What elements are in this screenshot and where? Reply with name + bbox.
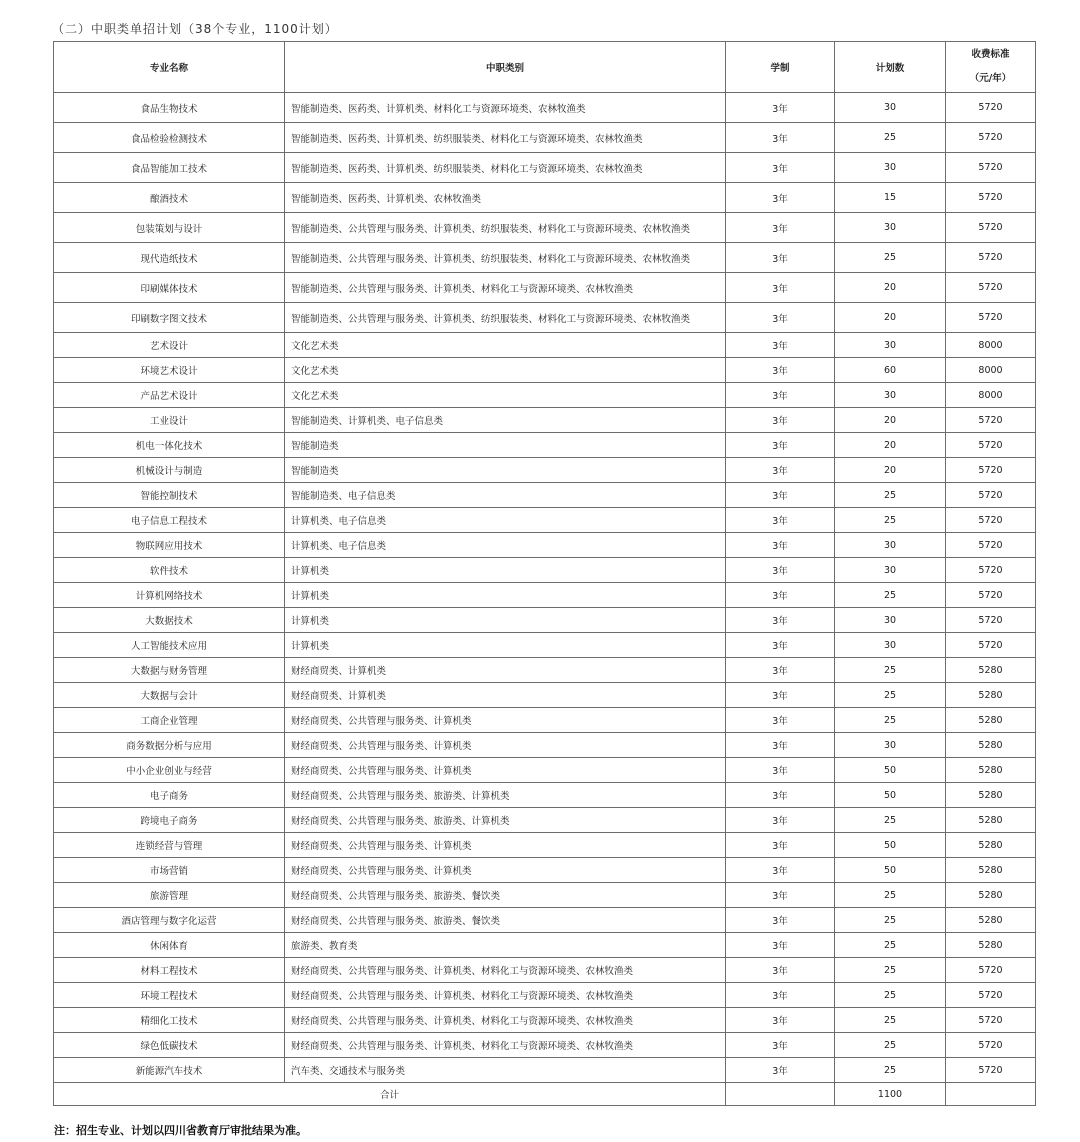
table-row [54,93,1036,123]
duration-cell: 3年 [726,508,835,533]
quota-cell: 30 [835,153,946,183]
quota-cell: 25 [835,958,946,983]
major-name-cell: 环境工程技术 [54,983,285,1008]
category-cell: 智能制造类、医药类、计算机类、材料化工与资源环境类、农林牧渔类 [285,93,726,123]
duration-cell: 3年 [726,408,835,433]
major-name-cell: 大数据与财务管理 [54,658,285,683]
category-cell: 财经商贸类、公共管理与服务类、计算机类 [285,708,726,733]
fee-cell: 8000 [946,333,1036,358]
fee-cell: 8000 [946,383,1036,408]
table-row [54,243,1036,273]
category-cell: 计算机类 [285,583,726,608]
major-name-cell: 现代造纸技术 [54,243,285,273]
fee-cell: 5720 [946,1058,1036,1083]
fee-cell: 5720 [946,433,1036,458]
quota-cell: 25 [835,123,946,153]
major-name-cell: 工商企业管理 [54,708,285,733]
major-name-cell: 绿色低碳技术 [54,1033,285,1058]
duration-cell: 3年 [726,333,835,358]
major-name-cell: 新能源汽车技术 [54,1058,285,1083]
table-row [54,303,1036,333]
quota-cell: 30 [835,633,946,658]
fee-cell: 5720 [946,243,1036,273]
quota-cell: 25 [835,1008,946,1033]
table-row [54,123,1036,153]
category-cell: 汽车类、交通技术与服务类 [285,1058,726,1083]
fee-cell: 5720 [946,1033,1036,1058]
category-cell: 智能制造类、医药类、计算机类、农林牧渔类 [285,183,726,213]
table-row [54,358,1036,383]
major-name-cell: 酿酒技术 [54,183,285,213]
fee-cell: 5720 [946,583,1036,608]
category-cell: 财经商贸类、公共管理与服务类、计算机类、材料化工与资源环境类、农林牧渔类 [285,1033,726,1058]
major-name-cell: 商务数据分析与应用 [54,733,285,758]
quota-cell: 25 [835,983,946,1008]
fee-cell: 5280 [946,908,1036,933]
category-cell: 智能制造类、公共管理与服务类、计算机类、纺织服装类、材料化工与资源环境类、农林牧渔类 [285,243,726,273]
category-cell: 文化艺术类 [285,383,726,408]
table-row [54,153,1036,183]
fee-cell: 5720 [946,408,1036,433]
table-row [54,213,1036,243]
header-fee [946,42,1036,93]
total-row [54,1083,1036,1106]
table-row [54,583,1036,608]
quota-cell: 20 [835,273,946,303]
fee-cell: 5280 [946,808,1036,833]
duration-cell: 3年 [726,833,835,858]
duration-cell: 3年 [726,93,835,123]
duration-cell: 3年 [726,658,835,683]
category-cell: 财经商贸类、公共管理与服务类、计算机类 [285,858,726,883]
table-header-row [54,42,1036,93]
quota-cell: 25 [835,1033,946,1058]
category-cell: 计算机类 [285,633,726,658]
duration-cell: 3年 [726,808,835,833]
quota-cell: 30 [835,558,946,583]
table-row [54,733,1036,758]
major-name-cell: 食品智能加工技术 [54,153,285,183]
table-row [54,1058,1036,1083]
major-name-cell: 食品生物技术 [54,93,285,123]
quota-cell: 20 [835,458,946,483]
quota-cell: 25 [835,683,946,708]
quota-cell: 30 [835,733,946,758]
category-cell: 财经商贸类、公共管理与服务类、计算机类、材料化工与资源环境类、农林牧渔类 [285,958,726,983]
major-name-cell: 休闲体育 [54,933,285,958]
fee-cell: 5720 [946,533,1036,558]
table-row [54,483,1036,508]
fee-cell: 5280 [946,858,1036,883]
header-fee-line1: 收费标准 [971,49,1010,60]
major-name-cell: 食品检验检测技术 [54,123,285,153]
major-name-cell: 中小企业创业与经营 [54,758,285,783]
fee-cell: 5280 [946,758,1036,783]
duration-cell: 3年 [726,558,835,583]
section-heading: （二）中职类单招计划（38个专业，1100计划） [52,22,338,36]
fee-cell: 5720 [946,958,1036,983]
major-name-cell: 艺术设计 [54,333,285,358]
table-row [54,408,1036,433]
quota-cell: 25 [835,658,946,683]
enrollment-plan-table [53,41,1036,1106]
table-row [54,933,1036,958]
duration-cell: 3年 [726,583,835,608]
fee-cell: 5280 [946,783,1036,808]
table-row [54,1008,1036,1033]
major-name-cell: 机械设计与制造 [54,458,285,483]
quota-cell: 25 [835,583,946,608]
duration-cell: 3年 [726,958,835,983]
category-cell: 智能制造类、公共管理与服务类、计算机类、纺织服装类、材料化工与资源环境类、农林牧渔类 [285,303,726,333]
duration-cell: 3年 [726,858,835,883]
duration-cell: 3年 [726,458,835,483]
fee-cell: 5280 [946,733,1036,758]
fee-cell: 5720 [946,633,1036,658]
category-cell: 计算机类、电子信息类 [285,508,726,533]
quota-cell: 30 [835,93,946,123]
category-cell: 文化艺术类 [285,333,726,358]
quota-cell: 25 [835,243,946,273]
duration-cell: 3年 [726,783,835,808]
major-name-cell: 智能控制技术 [54,483,285,508]
fee-cell: 5720 [946,183,1036,213]
table-row [54,533,1036,558]
table-row [54,808,1036,833]
category-cell: 智能制造类、医药类、计算机类、纺织服装类、材料化工与资源环境类、农林牧渔类 [285,123,726,153]
footnote: 注：招生专业、计划以四川省教育厅审批结果为准。 [54,1124,307,1137]
category-cell: 财经商贸类、公共管理与服务类、旅游类、计算机类 [285,783,726,808]
quota-cell: 25 [835,508,946,533]
fee-cell: 5720 [946,558,1036,583]
duration-cell: 3年 [726,758,835,783]
major-name-cell: 精细化工技术 [54,1008,285,1033]
total-quota: 1100 [835,1083,946,1106]
category-cell: 智能制造类、计算机类、电子信息类 [285,408,726,433]
table-row [54,508,1036,533]
table-row [54,273,1036,303]
fee-cell: 5280 [946,708,1036,733]
category-cell: 财经商贸类、公共管理与服务类、旅游类、餐饮类 [285,883,726,908]
duration-cell: 3年 [726,153,835,183]
table-row [54,708,1036,733]
table-row [54,908,1036,933]
fee-cell: 5720 [946,153,1036,183]
duration-cell: 3年 [726,243,835,273]
duration-cell: 3年 [726,683,835,708]
major-name-cell: 包装策划与设计 [54,213,285,243]
duration-cell: 3年 [726,433,835,458]
table-row [54,858,1036,883]
quota-cell: 20 [835,303,946,333]
header-quota: 计划数 [835,42,946,93]
quota-cell: 60 [835,358,946,383]
fee-cell: 5720 [946,303,1036,333]
duration-cell: 3年 [726,933,835,958]
fee-cell: 5720 [946,508,1036,533]
quota-cell: 25 [835,1058,946,1083]
major-name-cell: 大数据技术 [54,608,285,633]
quota-cell: 50 [835,758,946,783]
fee-cell: 5720 [946,123,1036,153]
table-row [54,983,1036,1008]
major-name-cell: 印刷数字图文技术 [54,303,285,333]
category-cell: 旅游类、教育类 [285,933,726,958]
quota-cell: 25 [835,883,946,908]
category-cell: 计算机类 [285,608,726,633]
fee-cell: 5720 [946,213,1036,243]
table-row [54,183,1036,213]
fee-cell: 8000 [946,358,1036,383]
quota-cell: 50 [835,833,946,858]
quota-cell: 25 [835,933,946,958]
fee-cell: 5280 [946,883,1036,908]
duration-cell: 3年 [726,633,835,658]
major-name-cell: 酒店管理与数字化运营 [54,908,285,933]
duration-cell: 3年 [726,303,835,333]
table-row [54,558,1036,583]
major-name-cell: 产品艺术设计 [54,383,285,408]
quota-cell: 30 [835,383,946,408]
duration-cell: 3年 [726,123,835,153]
table-row [54,458,1036,483]
total-fee [946,1083,1036,1106]
quota-cell: 20 [835,433,946,458]
duration-cell: 3年 [726,883,835,908]
major-name-cell: 电子商务 [54,783,285,808]
header-category: 中职类别 [285,42,726,93]
total-duration-cell [726,1083,835,1106]
table-row [54,958,1036,983]
table-row [54,883,1036,908]
duration-cell: 3年 [726,908,835,933]
category-cell: 智能制造类、公共管理与服务类、计算机类、纺织服装类、材料化工与资源环境类、农林牧渔类 [285,213,726,243]
table-row [54,683,1036,708]
fee-cell: 5280 [946,683,1036,708]
category-cell: 计算机类、电子信息类 [285,533,726,558]
table-row [54,433,1036,458]
table-row [54,658,1036,683]
quota-cell: 30 [835,533,946,558]
category-cell: 智能制造类 [285,433,726,458]
total-label: 合计 [54,1083,726,1106]
major-name-cell: 电子信息工程技术 [54,508,285,533]
duration-cell: 3年 [726,483,835,508]
major-name-cell: 环境艺术设计 [54,358,285,383]
category-cell: 财经商贸类、公共管理与服务类、计算机类、材料化工与资源环境类、农林牧渔类 [285,983,726,1008]
table-row [54,633,1036,658]
major-name-cell: 工业设计 [54,408,285,433]
fee-cell: 5280 [946,658,1036,683]
fee-cell: 5720 [946,93,1036,123]
table-row [54,783,1036,808]
fee-cell: 5720 [946,608,1036,633]
fee-cell: 5720 [946,1008,1036,1033]
duration-cell: 3年 [726,733,835,758]
category-cell: 财经商贸类、公共管理与服务类、计算机类 [285,758,726,783]
header-duration: 学制 [726,42,835,93]
major-name-cell: 机电一体化技术 [54,433,285,458]
duration-cell: 3年 [726,608,835,633]
table-row [54,333,1036,358]
category-cell: 财经商贸类、计算机类 [285,683,726,708]
table-row [54,1033,1036,1058]
quota-cell: 20 [835,408,946,433]
major-name-cell: 计算机网络技术 [54,583,285,608]
major-name-cell: 市场营销 [54,858,285,883]
duration-cell: 3年 [726,708,835,733]
header-fee-line2: （元/年） [969,73,1012,84]
quota-cell: 25 [835,708,946,733]
fee-cell: 5720 [946,983,1036,1008]
duration-cell: 3年 [726,273,835,303]
quota-cell: 25 [835,908,946,933]
major-name-cell: 连锁经营与管理 [54,833,285,858]
fee-cell: 5280 [946,933,1036,958]
quota-cell: 15 [835,183,946,213]
duration-cell: 3年 [726,183,835,213]
duration-cell: 3年 [726,358,835,383]
fee-cell: 5720 [946,458,1036,483]
category-cell: 财经商贸类、公共管理与服务类、计算机类 [285,833,726,858]
quota-cell: 30 [835,333,946,358]
category-cell: 财经商贸类、公共管理与服务类、计算机类 [285,733,726,758]
category-cell: 智能制造类、电子信息类 [285,483,726,508]
category-cell: 财经商贸类、公共管理与服务类、计算机类、材料化工与资源环境类、农林牧渔类 [285,1008,726,1033]
table-row [54,608,1036,633]
quota-cell: 30 [835,213,946,243]
quota-cell: 30 [835,608,946,633]
category-cell: 智能制造类、公共管理与服务类、计算机类、材料化工与资源环境类、农林牧渔类 [285,273,726,303]
duration-cell: 3年 [726,1008,835,1033]
header-major-name: 专业名称 [54,42,285,93]
fee-cell: 5720 [946,273,1036,303]
category-cell: 智能制造类 [285,458,726,483]
quota-cell: 50 [835,783,946,808]
category-cell: 财经商贸类、计算机类 [285,658,726,683]
table-row [54,758,1036,783]
fee-cell: 5280 [946,833,1036,858]
major-name-cell: 大数据与会计 [54,683,285,708]
quota-cell: 25 [835,808,946,833]
duration-cell: 3年 [726,533,835,558]
major-name-cell: 人工智能技术应用 [54,633,285,658]
table-row [54,383,1036,408]
duration-cell: 3年 [726,1058,835,1083]
category-cell: 智能制造类、医药类、计算机类、纺织服装类、材料化工与资源环境类、农林牧渔类 [285,153,726,183]
category-cell: 文化艺术类 [285,358,726,383]
quota-cell: 25 [835,483,946,508]
major-name-cell: 跨境电子商务 [54,808,285,833]
duration-cell: 3年 [726,383,835,408]
duration-cell: 3年 [726,1033,835,1058]
category-cell: 财经商贸类、公共管理与服务类、旅游类、计算机类 [285,808,726,833]
category-cell: 财经商贸类、公共管理与服务类、旅游类、餐饮类 [285,908,726,933]
duration-cell: 3年 [726,983,835,1008]
major-name-cell: 材料工程技术 [54,958,285,983]
major-name-cell: 软件技术 [54,558,285,583]
table-row [54,833,1036,858]
major-name-cell: 物联网应用技术 [54,533,285,558]
duration-cell: 3年 [726,213,835,243]
major-name-cell: 印刷媒体技术 [54,273,285,303]
major-name-cell: 旅游管理 [54,883,285,908]
quota-cell: 50 [835,858,946,883]
fee-cell: 5720 [946,483,1036,508]
category-cell: 计算机类 [285,558,726,583]
